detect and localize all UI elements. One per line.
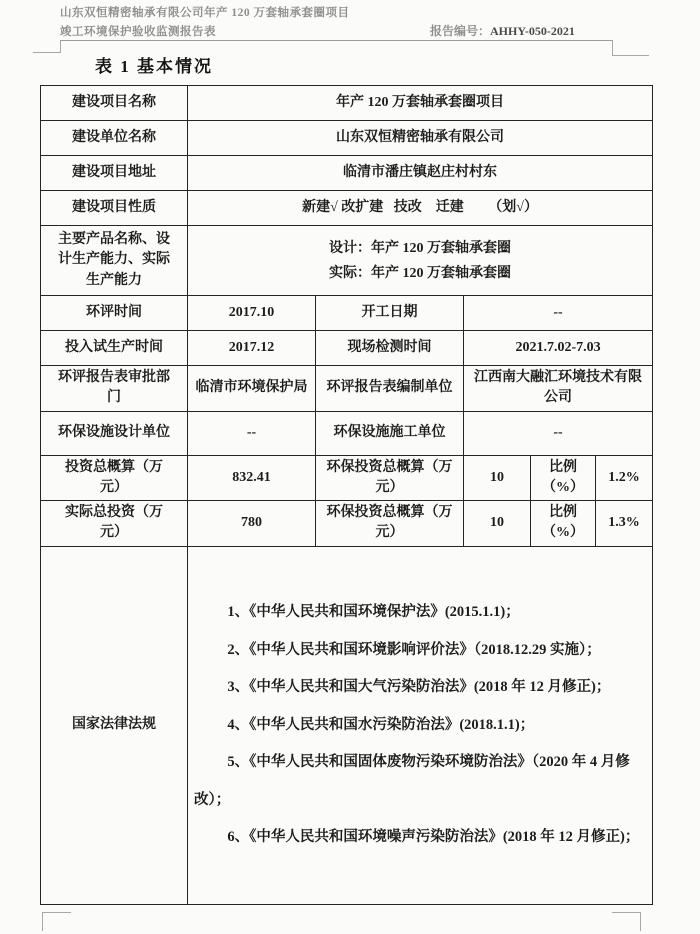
- capacity-design: 设计：年产 120 万套轴承套圈: [329, 240, 512, 256]
- start-date-value: --: [464, 296, 653, 331]
- eia-approval-label: 环评报告表审批部门: [41, 366, 188, 412]
- national-laws-list: [188, 546, 653, 904]
- start-date-label: 开工日期: [316, 296, 464, 331]
- capacity-lines: [329, 236, 511, 286]
- report-number: [430, 22, 575, 39]
- ep-budget-label: 环保投资总概算（万元）: [316, 455, 464, 501]
- ratio-value-2: 1.3%: [596, 501, 653, 547]
- project-name-value: 年产 120 万套轴承套圈项目: [188, 86, 653, 121]
- project-address-label: 建设项目地址: [41, 156, 188, 191]
- eia-time-value: 2017.10: [188, 296, 316, 331]
- ep-design-unit-label: 环保设施设计单位: [41, 411, 188, 455]
- eia-time-label: 环评时间: [41, 296, 188, 331]
- basic-info-table: [40, 85, 653, 905]
- eia-approval-value: 临清市环境保护局: [188, 366, 316, 412]
- row-eia-time: [41, 296, 653, 331]
- header-divider-rule: [60, 40, 612, 41]
- law-item: 2、《中华人民共和国环境影响评价法》（2018.12.29 实施）；: [227, 641, 601, 658]
- ep-design-unit-value: --: [188, 411, 316, 455]
- row-actual-investment: [41, 501, 653, 547]
- ep-budget-label-2: 环保投资总概算（万元）: [316, 501, 464, 547]
- report-number-value: AHHY-050-2021: [490, 24, 575, 38]
- ep-construction-unit-label: 环保设施施工单位: [316, 411, 464, 455]
- table-title: 表 1 基本情况: [95, 57, 213, 76]
- trial-production-value: 2017.12: [188, 331, 316, 366]
- row-project-name: [41, 86, 653, 121]
- project-name-label: 建设项目名称: [41, 86, 188, 121]
- ratio-label: 比例（%）: [531, 455, 596, 501]
- ratio-label-2: 比例（%）: [531, 501, 596, 547]
- project-address-value: 临清市潘庄镇赵庄村村东: [188, 156, 653, 191]
- report-number-label: 报告编号：: [430, 24, 491, 38]
- margin-mark-bottom-left: [42, 912, 71, 931]
- ep-budget-value: 10: [464, 455, 531, 501]
- row-project-address: [41, 156, 653, 191]
- eia-compiler-value: 江西南大融汇环境技术有限公司: [464, 366, 653, 412]
- company-name-label: 建设单位名称: [41, 121, 188, 156]
- margin-mark-top-left: [33, 40, 61, 53]
- company-name-value: 山东双恒精密轴承有限公司: [188, 121, 653, 156]
- trial-production-label: 投入试生产时间: [41, 331, 188, 366]
- project-nature-label: 建设项目性质: [41, 191, 188, 226]
- doc-header-project-title: 山东双恒精密轴承有限公司年产 120 万套轴承套圈项目: [60, 7, 350, 19]
- capacity-actual: 实际：年产 120 万套轴承套圈: [329, 265, 512, 281]
- row-company-name: [41, 121, 653, 156]
- actual-investment-value: 780: [188, 501, 316, 547]
- budget-total-value: 832.41: [188, 455, 316, 501]
- row-project-nature: [41, 191, 653, 226]
- ratio-value: 1.2%: [596, 455, 653, 501]
- budget-total-label: 投资总概算（万元）: [41, 455, 188, 501]
- capacity-value: [188, 226, 653, 296]
- site-monitor-time-value: 2021.7.02-7.03: [464, 331, 653, 366]
- row-ep-design-unit: [41, 411, 653, 455]
- law-item: 5、《中华人民共和国固体废物污染环境防治法》（2020 年 4 月修改）；: [194, 754, 630, 808]
- margin-mark-top-right: [612, 40, 649, 56]
- capacity-label: 主要产品名称、设计生产能力、实际生产能力: [41, 226, 188, 296]
- ep-construction-unit-value: --: [464, 411, 653, 455]
- row-trial-production: [41, 331, 653, 366]
- law-item: 4、《中华人民共和国水污染防治法》(2018.1.1)；: [227, 716, 535, 733]
- row-capacity: [41, 226, 653, 296]
- law-item: 1、《中华人民共和国环境保护法》(2015.1.1)；: [227, 604, 520, 621]
- eia-compiler-label: 环评报告表编制单位: [316, 366, 464, 412]
- national-laws-label: 国家法律法规: [41, 546, 188, 904]
- row-national-laws: [41, 546, 653, 904]
- row-budget-total: [41, 455, 653, 501]
- actual-investment-label: 实际总投资（万元）: [41, 501, 188, 547]
- law-item: 6、《中华人民共和国环境噪声污染防治法》(2018 年 12 月修正)；: [227, 829, 640, 846]
- site-monitor-time-label: 现场检测时间: [316, 331, 464, 366]
- ep-budget-value-2: 10: [464, 501, 531, 547]
- project-nature-value: 新建√ 改扩建 技改 迁建 （划√）: [188, 191, 653, 226]
- law-item: 3、《中华人民共和国大气污染防治法》(2018 年 12 月修正)；: [227, 679, 611, 696]
- row-eia-approval: [41, 366, 653, 412]
- margin-mark-bottom-right: [612, 912, 641, 931]
- doc-header-report-type: 竣工环境保护验收监测报告表: [60, 26, 216, 38]
